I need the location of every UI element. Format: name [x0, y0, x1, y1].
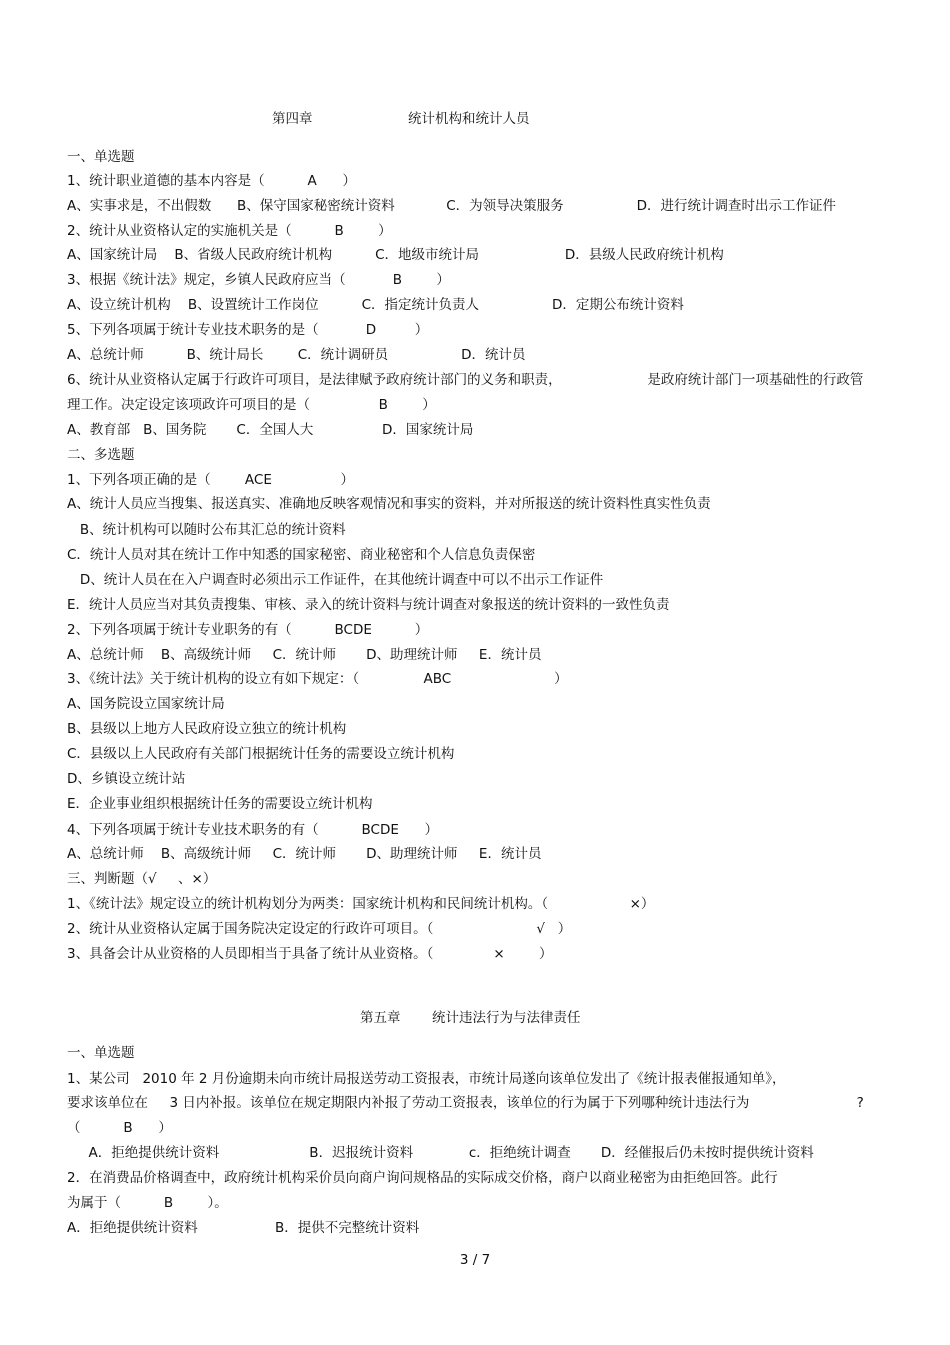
ch4-mc-q1-option-c: C．统计人员对其在统计工作中知悉的国家秘密、商业秘密和个人信息负责保密 — [67, 547, 536, 563]
ch4-mc-q3-option-b: B、县级以上地方人民政府设立独立的统计机构 — [67, 721, 347, 737]
ch4-mc-q1-option-b: B、统计机构可以随时公布其汇总的统计资料 — [67, 522, 346, 538]
ch4-judge-q1: 1、《统计法》规定设立的统计机构划分为两类：国家统计机构和民间统计机构。（ ×） — [67, 896, 655, 912]
ch4-judge-q2: 2、统计从业资格认定属于国务院决定设定的行政许可项目。（ √ ） — [67, 921, 572, 937]
ch4-sc-q5: 5、下列各项属于统计专业技术职务的是（ D ） — [67, 322, 429, 338]
ch4-mc-q2: 2、下列各项属于统计专业职务的有（ BCDE ） — [67, 622, 429, 638]
ch4-mc-q1-option-a: A、统计人员应当搜集、报送真实、准确地反映客观情况和事实的资料，并对所报送的统计资料性真实性负责 — [67, 496, 711, 512]
chapter5-title: 统计违法行为与法律责任 — [432, 1010, 581, 1026]
ch4-mc-q3-option-d: D、乡镇设立统计站 — [67, 771, 186, 787]
ch4-sc-q2-options: A、国家统计局 B、省级人民政府统计机构 C．地级市统计局 D．县级人民政府统计机构 — [67, 247, 724, 263]
ch4-sc-q2: 2、统计从业资格认定的实施机关是（ B ） — [67, 223, 392, 239]
ch4-sc-q3: 3、根据《统计法》规定，乡镇人民政府应当（ B ） — [67, 272, 450, 288]
ch4-sc-q6-options: A、教育部 B、国务院 C．全国人大 D．国家统计局 — [67, 422, 474, 438]
ch4-sc-q1: 1、统计职业道德的基本内容是（ A ） — [67, 173, 356, 189]
ch4-mc-q4: 4、下列各项属于统计专业技术职务的有（ BCDE ） — [67, 822, 439, 838]
ch4-judge-q3: 3、具备会计从业资格的人员即相当于具备了统计从业资格。（ × ） — [67, 946, 553, 962]
ch5-sc-q1-line3: （ B ） — [67, 1120, 172, 1136]
ch4-single-choice-label: 一、单选题 — [67, 149, 135, 165]
ch4-judge-label: 三、判断题（√ 、×） — [67, 871, 217, 887]
ch4-mc-q1: 1、下列各项正确的是（ ACE ） — [67, 472, 355, 488]
chapter5-number: 第五章 — [360, 1010, 401, 1026]
ch5-single-choice-label: 一、单选题 — [67, 1045, 135, 1061]
ch5-sc-q1-options: A．拒绝提供统计资料 B．迟报统计资料 c．拒绝统计调查 D．经催报后仍未按时提供统计资料 — [67, 1145, 814, 1161]
ch5-sc-q1-line2: 要求该单位在 3 日内补报。该单位在规定期限内补报了劳动工资报表，该单位的行为属于下列哪种统计违法行为 ? — [67, 1095, 864, 1111]
ch4-mc-q2-options: A、总统计师 B、高级统计师 C．统计师 D、助理统计师 E．统计员 — [67, 647, 542, 663]
ch5-sc-q2-line1: 2．在消费品价格调查中，政府统计机构采价员向商户询问规格品的实际成交价格，商户以商业秘密为由拒绝回答。此行 — [67, 1170, 778, 1186]
ch4-mc-q3-option-c: C．县级以上人民政府有关部门根据统计任务的需要设立统计机构 — [67, 746, 455, 762]
ch4-mc-q3: 3、《统计法》关于统计机构的设立有如下规定：（ ABC ） — [67, 671, 568, 687]
ch4-sc-q1-options: A、实事求是，不出假数 B、保守国家秘密统计资料 C．为领导决策服务 D．进行统计调查时出示工作证件 — [67, 198, 837, 214]
page-number: 3 / 7 — [459, 1252, 491, 1268]
ch4-sc-q6-line1: 6、统计从业资格认定属于行政许可项目，是法律赋予政府统计部门的义务和职责， 是政府统计部门一项基础性的行政管 — [67, 372, 864, 388]
ch4-sc-q6-line2: 理工作。决定设定该项政许可项目的是（ B ） — [67, 397, 436, 413]
ch5-sc-q2-options: A．拒绝提供统计资料 B．提供不完整统计资料 — [67, 1220, 420, 1236]
ch4-mc-q1-option-e: E．统计人员应当对其负责搜集、审核、录入的统计资料与统计调查对象报送的统计资料的一致性负责 — [67, 597, 670, 613]
chapter4-number: 第四章 — [272, 111, 313, 127]
ch4-mc-q4-options: A、总统计师 B、高级统计师 C．统计师 D、助理统计师 E．统计员 — [67, 846, 542, 862]
ch4-mc-q3-option-a: A、国务院设立国家统计局 — [67, 696, 225, 712]
ch4-sc-q3-options: A、设立统计机构 B、设置统计工作岗位 C．指定统计负责人 D．定期公布统计资料 — [67, 297, 684, 313]
chapter4-title: 统计机构和统计人员 — [408, 111, 530, 127]
ch4-mc-q3-option-e: E．企业事业组织根据统计任务的需要设立统计机构 — [67, 796, 373, 812]
ch4-sc-q5-options: A、总统计师 B、统计局长 C．统计调研员 D．统计员 — [67, 347, 526, 363]
ch5-sc-q1-line1: 1、某公司 2010 年 2 月份逾期未向市统计局报送劳动工资报表，市统计局遂向该单位发出了《统计报表催报通知单》， — [67, 1071, 786, 1087]
ch4-mc-q1-option-d: D、统计人员在在入户调查时必须出示工作证件，在其他统计调查中可以不出示工作证件 — [67, 572, 604, 588]
ch5-sc-q2-line2: 为属于（ B ）。 — [67, 1195, 228, 1211]
ch4-multi-choice-label: 二、多选题 — [67, 447, 135, 463]
